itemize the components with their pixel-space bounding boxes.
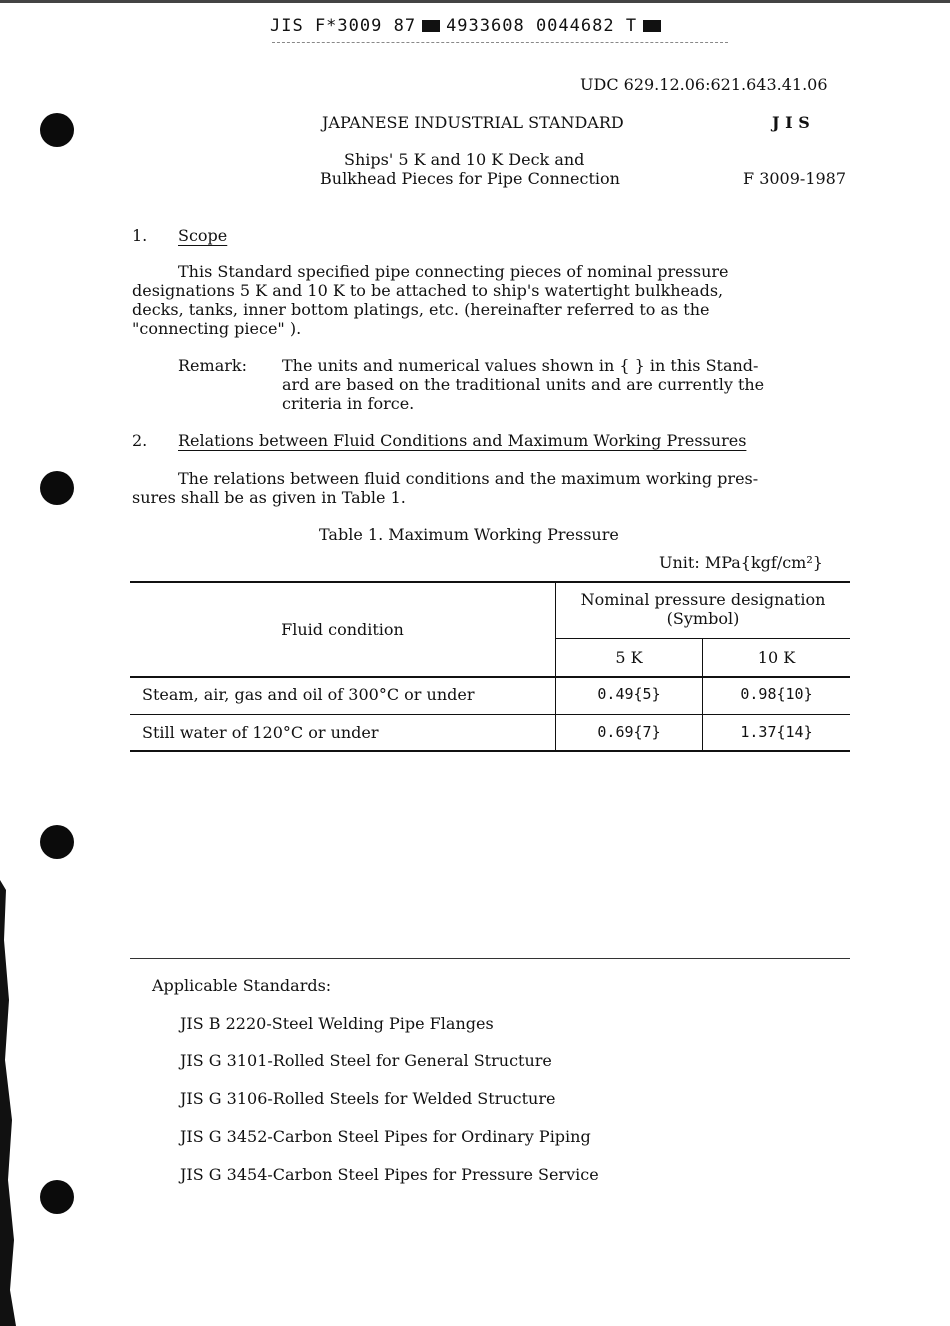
section-1-number: 1. — [132, 226, 148, 245]
table-caption: Table 1. Maximum Working Pressure — [319, 525, 619, 544]
applicable-standard-item: JIS G 3101-Rolled Steel for General Structure — [180, 1051, 552, 1070]
scan-top-edge — [0, 0, 950, 3]
standard-name: JAPANESE INDUSTRIAL STANDARD — [322, 113, 624, 132]
scope-line-2: designations 5 K and 10 K to be attached to ship's watertight bulkheads, — [132, 281, 724, 300]
binding-edge-shadow — [0, 880, 16, 1326]
table-header-fluid: Fluid condition — [281, 620, 404, 639]
punch-hole — [40, 825, 74, 859]
remark-label: Remark: — [178, 356, 247, 375]
title-line-2: Bulkhead Pieces for Pipe Connection — [320, 169, 620, 188]
table-row-rule — [130, 714, 850, 715]
applicable-standards-heading: Applicable Standards: — [152, 976, 332, 995]
section-1-heading: Scope — [178, 226, 228, 245]
title-line-1: Ships' 5 K and 10 K Deck and — [344, 150, 585, 169]
table-header-nominal-line2: (Symbol) — [666, 609, 740, 628]
applicable-standard-item: JIS G 3452-Carbon Steel Pipes for Ordinary Piping — [180, 1127, 591, 1146]
header-underline — [272, 42, 728, 43]
remark-line-3: criteria in force. — [282, 394, 415, 413]
section-2-line-2: sures shall be as given in Table 1. — [132, 488, 406, 507]
table-row-2-5k: 0.69{7} — [597, 723, 661, 741]
table-header-rule — [130, 676, 850, 678]
table-bottom-rule — [130, 750, 850, 752]
applicable-standard-item: JIS G 3106-Rolled Steels for Welded Structure — [180, 1089, 556, 1108]
applicable-standard-item: JIS B 2220-Steel Welding Pipe Flanges — [180, 1014, 494, 1033]
scope-line-4: "connecting piece" ). — [132, 319, 302, 338]
section-2-number: 2. — [132, 431, 148, 450]
punch-hole — [40, 471, 74, 505]
jis-label: J I S — [772, 113, 810, 132]
table-header-5k: 5 K — [615, 648, 643, 667]
scope-line-1: This Standard specified pipe connecting pieces of nominal pressure — [178, 262, 729, 281]
header-block-mark — [643, 20, 661, 32]
table-row-2-10k: 1.37{14} — [740, 723, 813, 741]
section-2-heading: Relations between Fluid Conditions and Maximum Working Pressures — [178, 431, 747, 450]
header-code-part1: JIS F*3009 87 — [270, 16, 417, 36]
udc-code: UDC 629.12.06:621.643.41.06 — [580, 75, 828, 94]
header-block-mark — [422, 20, 440, 32]
table-row-1-fluid: Steam, air, gas and oil of 300°C or under — [142, 685, 475, 704]
applicable-standards-rule — [130, 958, 850, 959]
table-header-nominal-cell — [556, 590, 850, 628]
header-code-part2: 4933608 0044682 T — [446, 16, 638, 36]
applicable-standard-item: JIS G 3454-Carbon Steel Pipes for Pressure Service — [180, 1165, 599, 1184]
punch-hole — [40, 113, 74, 147]
table-unit: Unit: MPa{kgf/cm²} — [659, 553, 823, 572]
remark-line-1: The units and numerical values shown in { } in this Stand- — [282, 356, 759, 375]
table-row-1-10k: 0.98{10} — [740, 685, 813, 703]
table-row-1-5k: 0.49{5} — [597, 685, 661, 703]
scope-line-3: decks, tanks, inner bottom platings, etc. (hereinafter referred to as the — [132, 300, 710, 319]
standard-number: F 3009-1987 — [743, 169, 847, 188]
table-header-10k: 10 K — [757, 648, 796, 667]
table-row-2-fluid: Still water of 120°C or under — [142, 723, 379, 742]
table-header-nominal-line1: Nominal pressure designation — [580, 590, 826, 609]
section-2-line-1: The relations between fluid conditions and the maximum working pres- — [178, 469, 759, 488]
table-header-fluid-cell — [130, 583, 555, 676]
punch-hole — [40, 1180, 74, 1214]
remark-line-2: ard are based on the traditional units and are currently the — [282, 375, 765, 394]
